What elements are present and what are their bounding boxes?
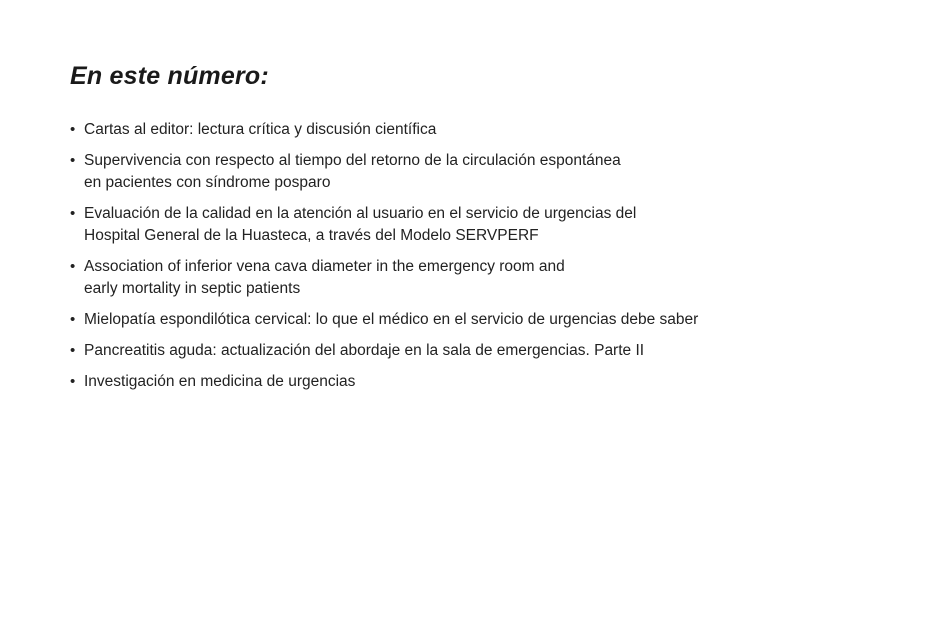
- contents-list: [70, 119, 850, 402]
- bullet-icon: •: [70, 205, 76, 222]
- bullet-icon: •: [70, 121, 76, 138]
- section-heading: En este número:: [70, 62, 269, 90]
- contents-item-line: Pancreatitis aguda: actualización del abordaje en la sala de emergencias. Parte II: [84, 342, 645, 359]
- bullet-icon: •: [70, 342, 76, 359]
- contents-item: [70, 150, 850, 194]
- contents-item-line: Supervivencia con respecto al tiempo del retorno de la circulación espontánea: [84, 152, 621, 169]
- contents-item-line: Cartas al editor: lectura crítica y discusión científica: [84, 121, 437, 138]
- contents-item: [70, 371, 850, 393]
- contents-item-line: en pacientes con síndrome posparo: [84, 174, 331, 191]
- contents-item-line: early mortality in septic patients: [84, 280, 301, 297]
- bullet-icon: •: [70, 311, 76, 328]
- contents-item: [70, 340, 850, 362]
- bullet-icon: •: [70, 373, 76, 390]
- bullet-icon: •: [70, 152, 76, 169]
- contents-item-line: Association of inferior vena cava diameter in the emergency room and: [84, 258, 565, 275]
- contents-item-line: Evaluación de la calidad en la atención al usuario en el servicio de urgencias del: [84, 205, 637, 222]
- contents-item-line: Mielopatía espondilótica cervical: lo que el médico en el servicio de urgencias debe saber: [84, 311, 699, 328]
- contents-item-line: Investigación en medicina de urgencias: [84, 373, 356, 390]
- contents-item: [70, 309, 850, 331]
- contents-item: [70, 203, 850, 247]
- contents-item: [70, 119, 850, 141]
- bullet-icon: •: [70, 258, 76, 275]
- contents-item: [70, 256, 850, 300]
- contents-item-line: Hospital General de la Huasteca, a través del Modelo SERVPERF: [84, 227, 539, 244]
